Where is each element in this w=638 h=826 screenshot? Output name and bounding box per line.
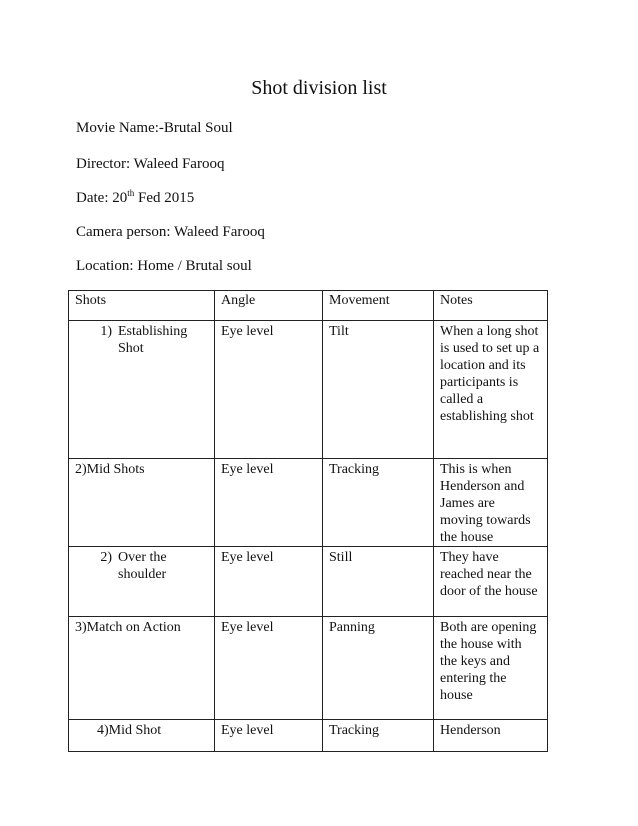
notes-cell: Both are opening the house with the keys and entering the house (434, 617, 548, 720)
shot-label: Establishing Shot (118, 324, 188, 356)
movement-cell: Tilt (323, 321, 434, 459)
header-notes: Notes (434, 291, 548, 321)
angle-cell: Eye level (215, 720, 323, 752)
header-shots: Shots (69, 291, 215, 321)
notes-cell: Henderson (434, 720, 548, 752)
shot-table (68, 290, 548, 752)
table-header-row (69, 291, 548, 321)
notes-cell: This is when Henderson and James are moving towards the house (434, 459, 548, 547)
shot-number: 2) (100, 550, 112, 565)
shot-cell: 4)Mid Shot (69, 720, 215, 752)
notes-cell: They have reached near the door of the house (434, 547, 548, 617)
angle-cell: Eye level (215, 459, 323, 547)
movement-cell: Still (323, 547, 434, 617)
angle-cell: Eye level (215, 547, 323, 617)
table-row (69, 617, 548, 720)
date-superscript: th (127, 188, 135, 198)
header-movement: Movement (323, 291, 434, 321)
shot-cell: 3)Match on Action (69, 617, 215, 720)
shot-number: 1) (100, 324, 112, 339)
header-angle: Angle (215, 291, 323, 321)
director: Director: Waleed Farooq (76, 156, 225, 172)
date-suffix: Fed 2015 (134, 190, 195, 206)
location: Location: Home / Brutal soul (76, 258, 252, 274)
document-title: Shot division list (251, 77, 387, 99)
shot-cell: 2)Mid Shots (69, 459, 215, 547)
movement-cell: Panning (323, 617, 434, 720)
notes-cell: When a long shot is used to set up a location and its participants is called a establishing shot (434, 321, 548, 459)
table-row (69, 459, 548, 547)
date-prefix: Date: 20 (76, 190, 128, 206)
camera-person: Camera person: Waleed Farooq (76, 224, 265, 240)
movement-cell: Tracking (323, 459, 434, 547)
shot-cell (69, 321, 215, 459)
movie-name: Movie Name:-Brutal Soul (76, 120, 233, 136)
angle-cell: Eye level (215, 617, 323, 720)
table-row (69, 321, 548, 459)
movement-cell: Tracking (323, 720, 434, 752)
table-row (69, 720, 548, 752)
shot-cell (69, 547, 215, 617)
table-row (69, 547, 548, 617)
angle-cell: Eye level (215, 321, 323, 459)
shot-label: Over the shoulder (118, 550, 167, 582)
date (76, 189, 194, 207)
